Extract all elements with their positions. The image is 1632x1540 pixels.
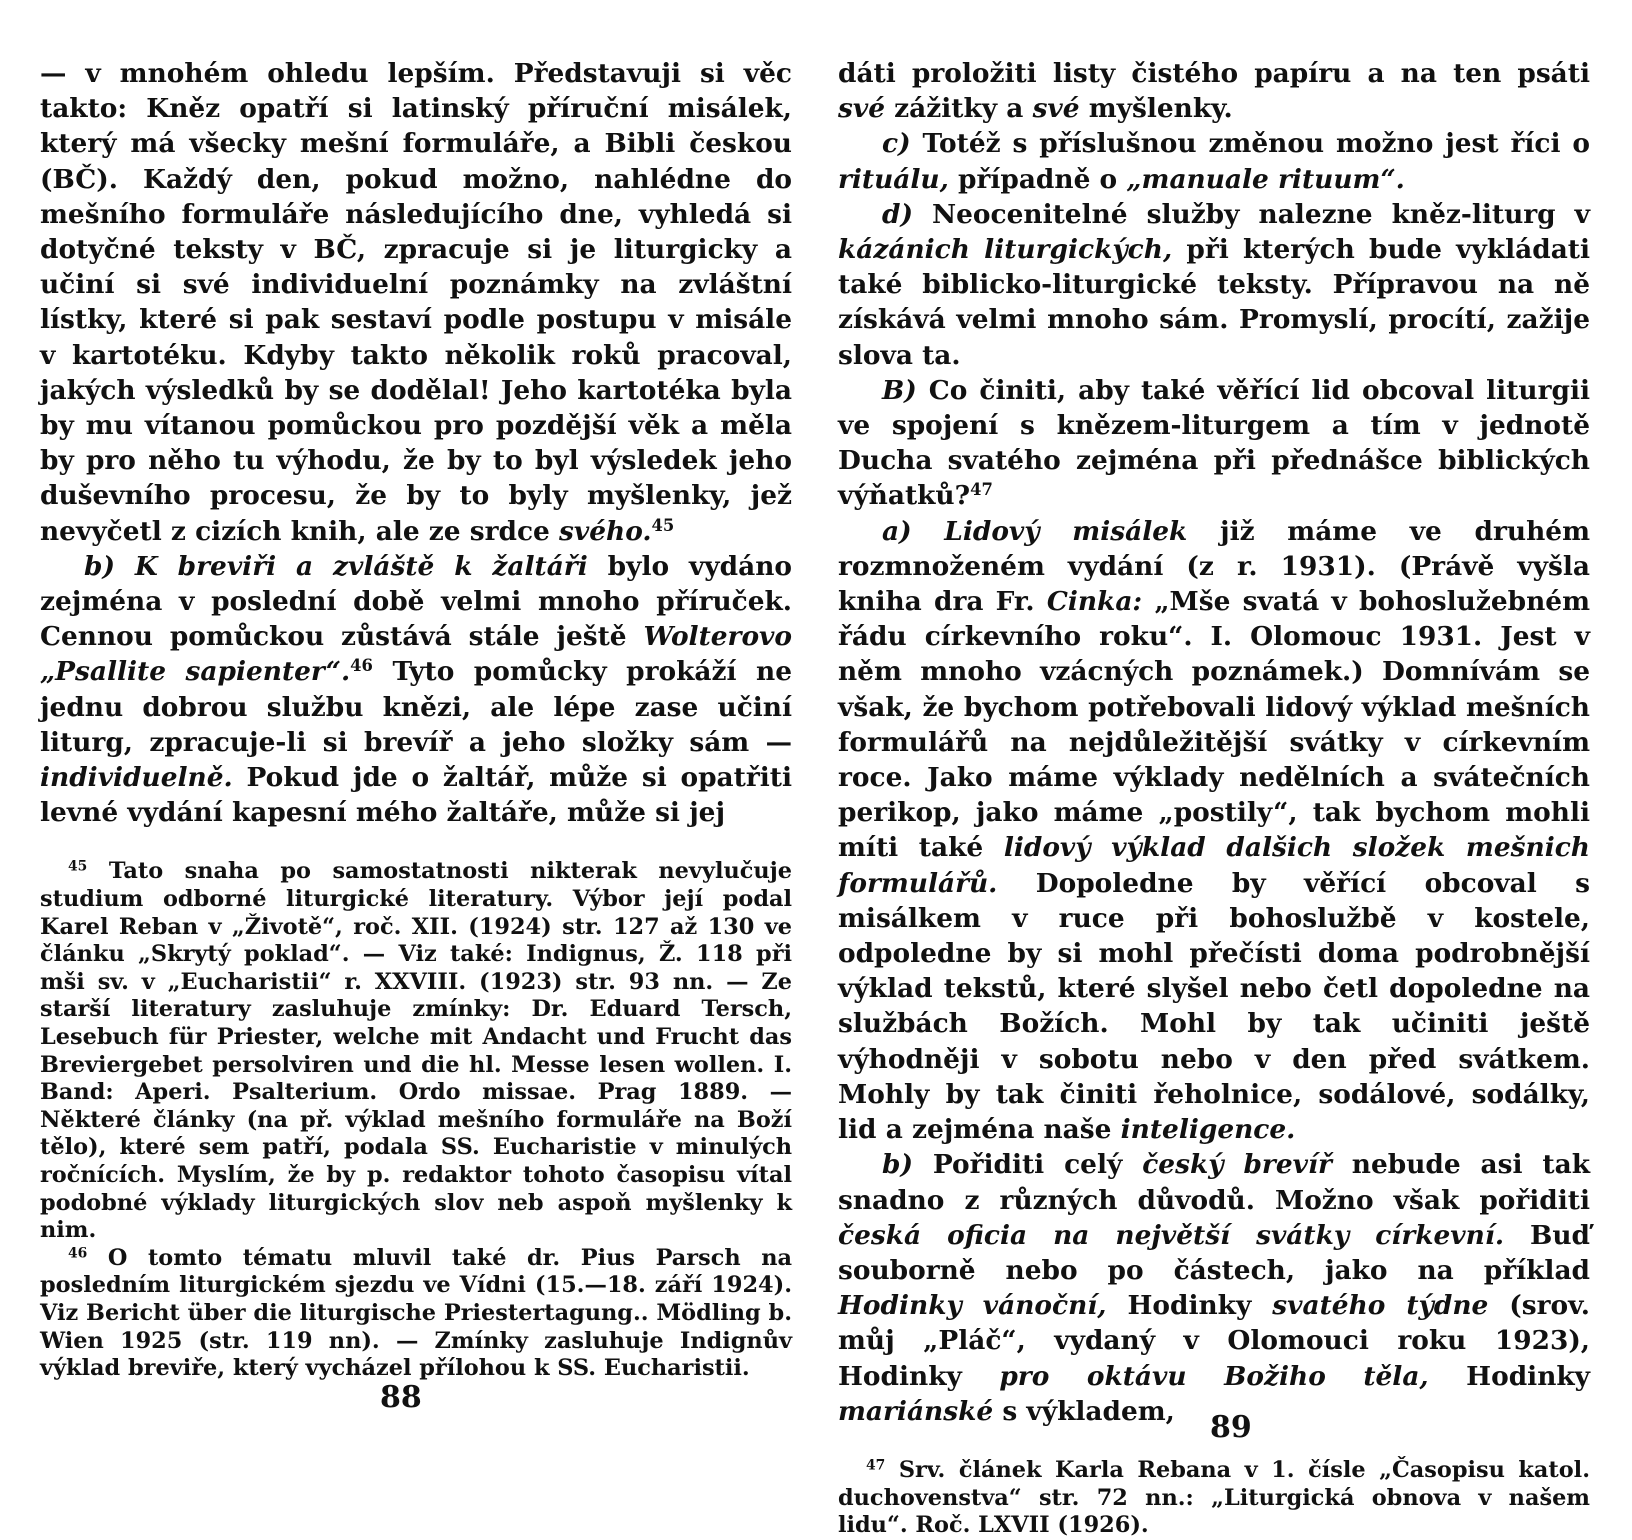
italic-run: svatého týdne (1272, 1290, 1489, 1322)
main-text (838, 56, 1590, 1429)
italic-run: inteligence. (1120, 1114, 1296, 1146)
text-run: nebude asi tak snadno z různých důvodů. Možno však pořiditi (838, 1149, 1591, 1216)
text-run: Dopoledne by věřící obcoval s misálkem v ruce při bohoslužbě v kostele, odpoledne by si mohl přečísti doma podrobnější výklad tekstů, které slyšel nebo četl dopoledne na službách Božích. Mohl by tak učiniti ještě výhodněji v sobotu nebo v den před svátkem. Mohly by tak činiti řeholnice, sodálové, sodálky, lid a zejména naše (838, 867, 1590, 1146)
italic-run: své (838, 93, 885, 125)
text-run: Pokud jde o žaltář, může si opatřiti levné vydání kapesní mého žaltáře, může si jej (40, 762, 792, 829)
footnotes (40, 858, 792, 1382)
note-reference: 47 (866, 1457, 886, 1474)
paragraph (838, 197, 1590, 373)
page-right (838, 56, 1590, 1540)
italic-run: pro oktávu Božiho těla, (999, 1360, 1429, 1392)
italic-run: lidový výklad dalšich složek mešnich formulářů. (838, 832, 1590, 899)
text-run: Hodinky (1106, 1290, 1273, 1322)
text-run: „Mše svatá v bohoslužebném řádu církevního roku“. I. Olomouc 1931. Jest v něm mnoho vzácných poznámek.) Domnívám se však, že bychom potřebovali lidový výklad mešních formulářů na nejdůležitější svátky v církevním roce. Jako máme výklady nedělních a svátečních perikop, jako máme „postily“, tak bychom mohli míti také (838, 586, 1590, 864)
italic-run: Cinka: (1046, 586, 1143, 618)
paragraph (838, 56, 1590, 126)
text-run: Srv. článek Karla Rebana v 1. čísle „Časopisu katol. duchovenstva“ str. 72 nn.: „Liturgická obnova v našem lidu“. Roč. LXVII (1926). (838, 1456, 1590, 1539)
paragraph (838, 126, 1590, 196)
text-run: zážitky a (884, 93, 1033, 125)
note-reference: 47 (970, 480, 993, 500)
text-run: Buď souborně nebo po částech, jako na příklad (838, 1219, 1590, 1286)
text-run: případně o (948, 163, 1127, 195)
paragraph (838, 1147, 1590, 1429)
italic-run: b) (882, 1149, 913, 1181)
text-run: Co činiti, aby také věřící lid obcoval liturgii ve spojení s knězem-liturgem a tím v jednotě Ducha svatého zejména při přednášce biblických výňatků? (838, 374, 1590, 512)
italic-run: d) (882, 198, 913, 230)
text-run: Pořiditi celý (912, 1149, 1143, 1181)
text-run: myšlenky. (1079, 93, 1233, 125)
paragraph (40, 56, 792, 549)
text-run: dáti proložiti listy čistého papíru a na ten psáti (838, 58, 1590, 89)
page-number: 89 (1210, 1410, 1252, 1445)
text-run: Hodinky (1428, 1360, 1590, 1392)
note-reference: 45 (68, 858, 88, 875)
note-reference: 45 (651, 515, 675, 535)
italic-run: c) (882, 128, 911, 160)
italic-run: b) K breviři a zvláště k žaltáři (84, 550, 588, 582)
text-run: s výkladem, (993, 1395, 1175, 1427)
text-run: již máme ve druhém rozmnoženém vydání (z r. 1931). (Právě vyšla kniha dra Fr. (838, 515, 1590, 618)
text-run: Neocenitelné služby nalezne kněz-liturg v (912, 198, 1590, 230)
italic-run: česká oficia na největší svátky církevní. (838, 1219, 1505, 1251)
footnote (40, 858, 792, 1244)
italic-run: mariánské (838, 1395, 994, 1427)
italic-run: B) (882, 374, 917, 406)
footnote (40, 1245, 792, 1383)
note-reference: 46 (350, 656, 373, 676)
footnote (838, 1457, 1590, 1540)
italic-run: kázánich liturgických, (838, 234, 1173, 266)
italic-run: „manuale rituum“. (1126, 163, 1405, 195)
page-number: 88 (380, 1380, 422, 1415)
italic-run: a) Lidový misálek (882, 515, 1188, 547)
text-run: O tomto tématu mluvil také dr. Pius Parsch na posledním liturgickém sjezdu ve Vídni (15.—18. září 1924). Viz Bericht über die liturgische Priestertagung.. Mödling b. Wien 1925 (str. 119 nn). — Zmínky zasluhuje Indignův výklad breviře, který vycházel přílohou k SS. Eucharistii. (40, 1244, 792, 1382)
italic-run: český brevíř (1142, 1149, 1332, 1181)
paragraph (838, 373, 1590, 514)
text-run: při kterých bude vykládati také biblicko-liturgické teksty. Přípravou na ně získává velmi mnoho sám. Promyslí, procítí, zažije slova ta. (838, 234, 1591, 371)
paragraph (40, 549, 792, 831)
italic-run: své (1032, 93, 1080, 125)
text-run: Totéž s příslušnou změnou možno jest říci o (910, 128, 1590, 160)
note-reference: 46 (68, 1245, 88, 1262)
text-run: bylo vydáno zejména v poslední době velmi mnoho příruček. Cennou pomůckou zůstává stále ještě (40, 550, 792, 653)
paragraph (838, 514, 1590, 1148)
text-run: — v mnohém ohledu lepším. Představuji si věc takto: Kněz opatří si latinský příruční misálek, který má všecky mešní formuláře, a Bibli českou (BČ). Každý den, pokud možno, nahlédne do mešního formuláře následujícího dne, vyhledá si dotyčné teksty v BČ, zpracuje si je liturgicky a učiní si své individuelní poznámky na zvláštní lístky, které si pak sestaví podle postupu v misále v kartotéku. Kdyby takto několik roků pracoval, jakých výsledků by se dodělal! Jeho kartotéka byla by mu vítanou pomůckou pro pozdější věk a měla by pro něho tu výhodu, že by to byl výsledek jeho duševního procesu, že by to byly myšlenky, jež nevyčetl z cizích knih, ale ze srdce (40, 58, 792, 547)
main-text (40, 56, 792, 830)
italic-run: Wolterovo „Psallite sapienter“. (40, 621, 792, 688)
page-left (40, 56, 792, 1383)
text-run: Tato snaha po samostatnosti nikterak nevylučuje studium odborné liturgické literatury. Výbor její podal Karel Reban v „Životě“, roč. XII. (1924) str. 127 až 130 ve článku „Skrytý poklad“. — Viz také: Indignus, Ž. 118 při mši sv. v „Eucharistii“ r. XXVIII. (1923) str. 93 nn. — Ze starší literatury zasluhuje zmínky: Dr. Eduard Tersch, Lesebuch für Priester, welche mit Andacht und Frucht das Breviergebet persolviren und die hl. Messe lesen wollen. I. Band: Aperi. Psalterium. Ordo missae. Prag 1889. — Některé články (na př. výklad mešního formuláře na Boží tělo), které sem patří, podala SS. Eucharistie v minulých ročnících. Myslím, že by p. redaktor tohoto časopisu vítal podobné výklady liturgických slov neb aspoň myšlenky k nim. (40, 858, 792, 1244)
italic-run: Hodinky vánoční, (838, 1290, 1107, 1322)
italic-run: rituálu, (838, 163, 949, 195)
text-run: (srov. můj „Pláč“, vydaný v Olomouci roku 1923), Hodinky (838, 1290, 1590, 1392)
italic-run: individuelně. (40, 762, 233, 794)
italic-run: svého. (559, 515, 652, 547)
footnotes (838, 1457, 1590, 1540)
text-run: Tyto pomůcky prokáží ne jednu dobrou službu knězi, ale lépe zase učiní liturg, zpracuje-li si brevíř a jeho složky sám — (40, 656, 792, 758)
